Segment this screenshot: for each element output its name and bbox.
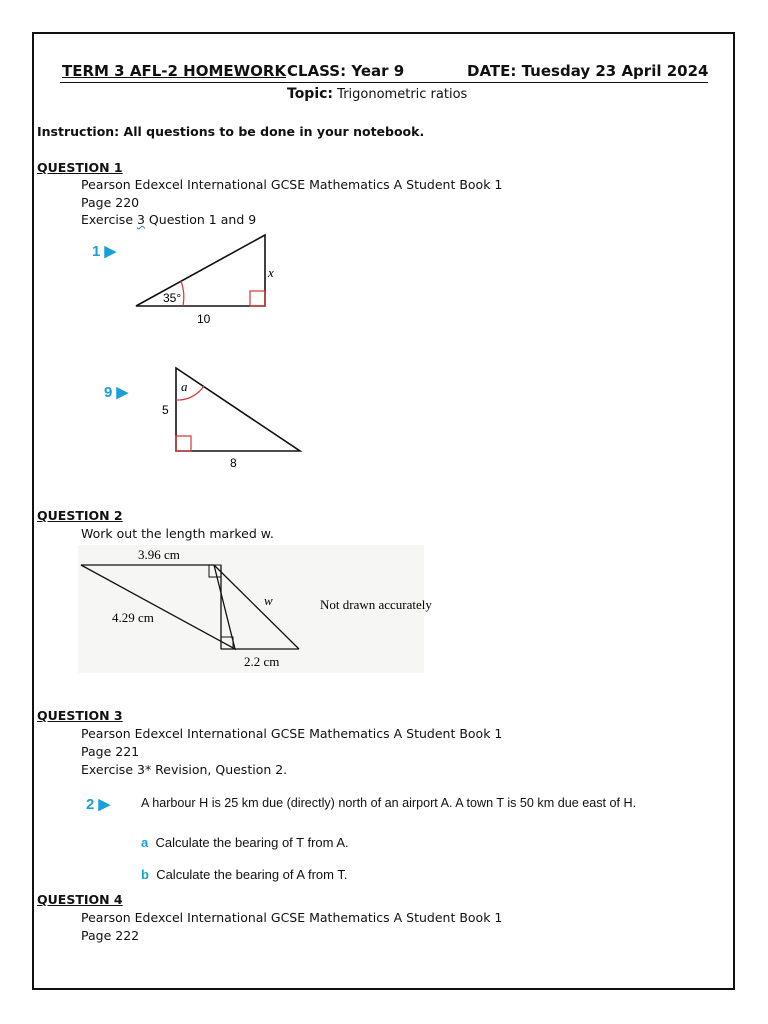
question-4-heading: QUESTION 4 (37, 892, 123, 907)
q2-figure (78, 545, 432, 675)
page-border (32, 32, 735, 990)
q3-part-a: a Calculate the bearing of T from A. (141, 835, 349, 850)
q1-fig9-side: 5 (162, 403, 169, 417)
header-underline (60, 82, 708, 83)
q1-book: Pearson Edexcel International GCSE Mathematics A Student Book 1 (81, 177, 503, 192)
instruction: Instruction: All questions to be done in your notebook. (37, 124, 425, 139)
q3-problem: A harbour H is 25 km due (directly) north of an airport A. A town T is 50 km due east of H. (141, 796, 637, 810)
q1-fig9-number: 9 ▶ (104, 384, 129, 401)
q3-part-b: b Calculate the bearing of A from T. (141, 867, 348, 882)
q1-fig1-number: 1 ▶ (92, 243, 117, 260)
q4-page: Page 222 (81, 928, 140, 943)
q1-fig9-base: 8 (230, 456, 237, 470)
question-2-heading: QUESTION 2 (37, 508, 123, 523)
q1-fig1-base: 10 (197, 312, 211, 326)
q3-number: 2 ▶ (86, 796, 111, 813)
header-class: CLASS: Year 9 (287, 62, 405, 80)
q2-note: Not drawn accurately (320, 597, 432, 612)
header-date: DATE: Tuesday 23 April 2024 (467, 62, 709, 80)
q3-page: Page 221 (81, 744, 140, 759)
q1-fig9-angle: a (181, 379, 188, 394)
q2-text: Work out the length marked w. (81, 526, 274, 541)
q1-triangle-1 (130, 232, 280, 332)
topic-line (287, 86, 467, 102)
topic-value: Trigonometric ratios (337, 87, 468, 102)
q1-fig1-angle: 35° (163, 291, 182, 305)
q1-fig1-side-x: x (268, 265, 274, 280)
q4-book: Pearson Edexcel International GCSE Mathematics A Student Book 1 (81, 910, 503, 925)
topic-label: Topic: (287, 86, 334, 102)
q1-page: Page 220 (81, 195, 140, 210)
q3-exercise: Exercise 3* Revision, Question 2. (81, 762, 288, 777)
question-3-heading: QUESTION 3 (37, 708, 123, 723)
header-term: TERM 3 AFL-2 HOMEWORK (62, 62, 287, 80)
q2-hyp-label: 4.29 cm (112, 610, 154, 625)
q2-w-label: w (264, 593, 273, 608)
q2-top-label: 3.96 cm (138, 547, 180, 562)
q1-exercise: Exercise 3 Question 1 and 9 (81, 212, 257, 227)
q2-bottom-label: 2.2 cm (244, 654, 280, 669)
q1-triangle-9 (160, 364, 310, 474)
q3-book: Pearson Edexcel International GCSE Mathematics A Student Book 1 (81, 726, 503, 741)
question-1-heading: QUESTION 1 (37, 160, 123, 175)
